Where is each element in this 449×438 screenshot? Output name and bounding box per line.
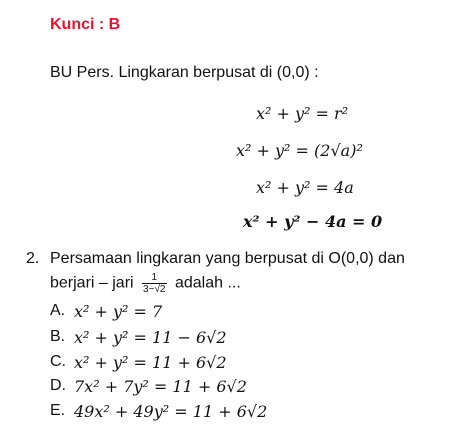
option-c-label: C.: [50, 353, 66, 370]
option-d-label: D.: [50, 377, 66, 394]
answer-key: Kunci : B: [50, 16, 121, 33]
question-line-2-prefix: berjari – jari: [50, 274, 134, 292]
question-line-1: Persamaan lingkaran yang berpusat di O(0,0) dan: [50, 250, 405, 267]
option-c-text: x² + y² = 11 + 6√2: [74, 353, 227, 372]
radius-fraction: [142, 272, 166, 295]
equation-3-text: x² + y² = 4a: [256, 178, 354, 197]
question-number: 2.: [26, 250, 40, 267]
option-e-text: 49x² + 49y² = 11 + 6√2: [74, 402, 268, 421]
question-line-2-suffix: adalah ...: [174, 274, 241, 292]
equation-2-text: x² + y² = (2√a)²: [236, 141, 363, 160]
question-line-2: [50, 272, 241, 295]
option-a-text: x² + y² = 7: [74, 302, 163, 321]
equation-1-text: x² + y² = r²: [256, 104, 349, 123]
equation-4-text: x² + y² − 4a = 0: [243, 212, 383, 231]
intro-text: BU Pers. Lingkaran berpusat di (0,0) :: [50, 64, 319, 81]
option-b-label: B.: [50, 328, 66, 345]
option-d-text: 7x² + 7y² = 11 + 6√2: [74, 377, 247, 396]
option-a-label: A.: [50, 302, 66, 319]
fraction-numerator: 1: [151, 272, 158, 283]
option-e-label: E.: [50, 402, 66, 419]
fraction-denominator: 3−√2: [143, 284, 166, 295]
option-b-text: x² + y² = 11 − 6√2: [74, 328, 227, 347]
